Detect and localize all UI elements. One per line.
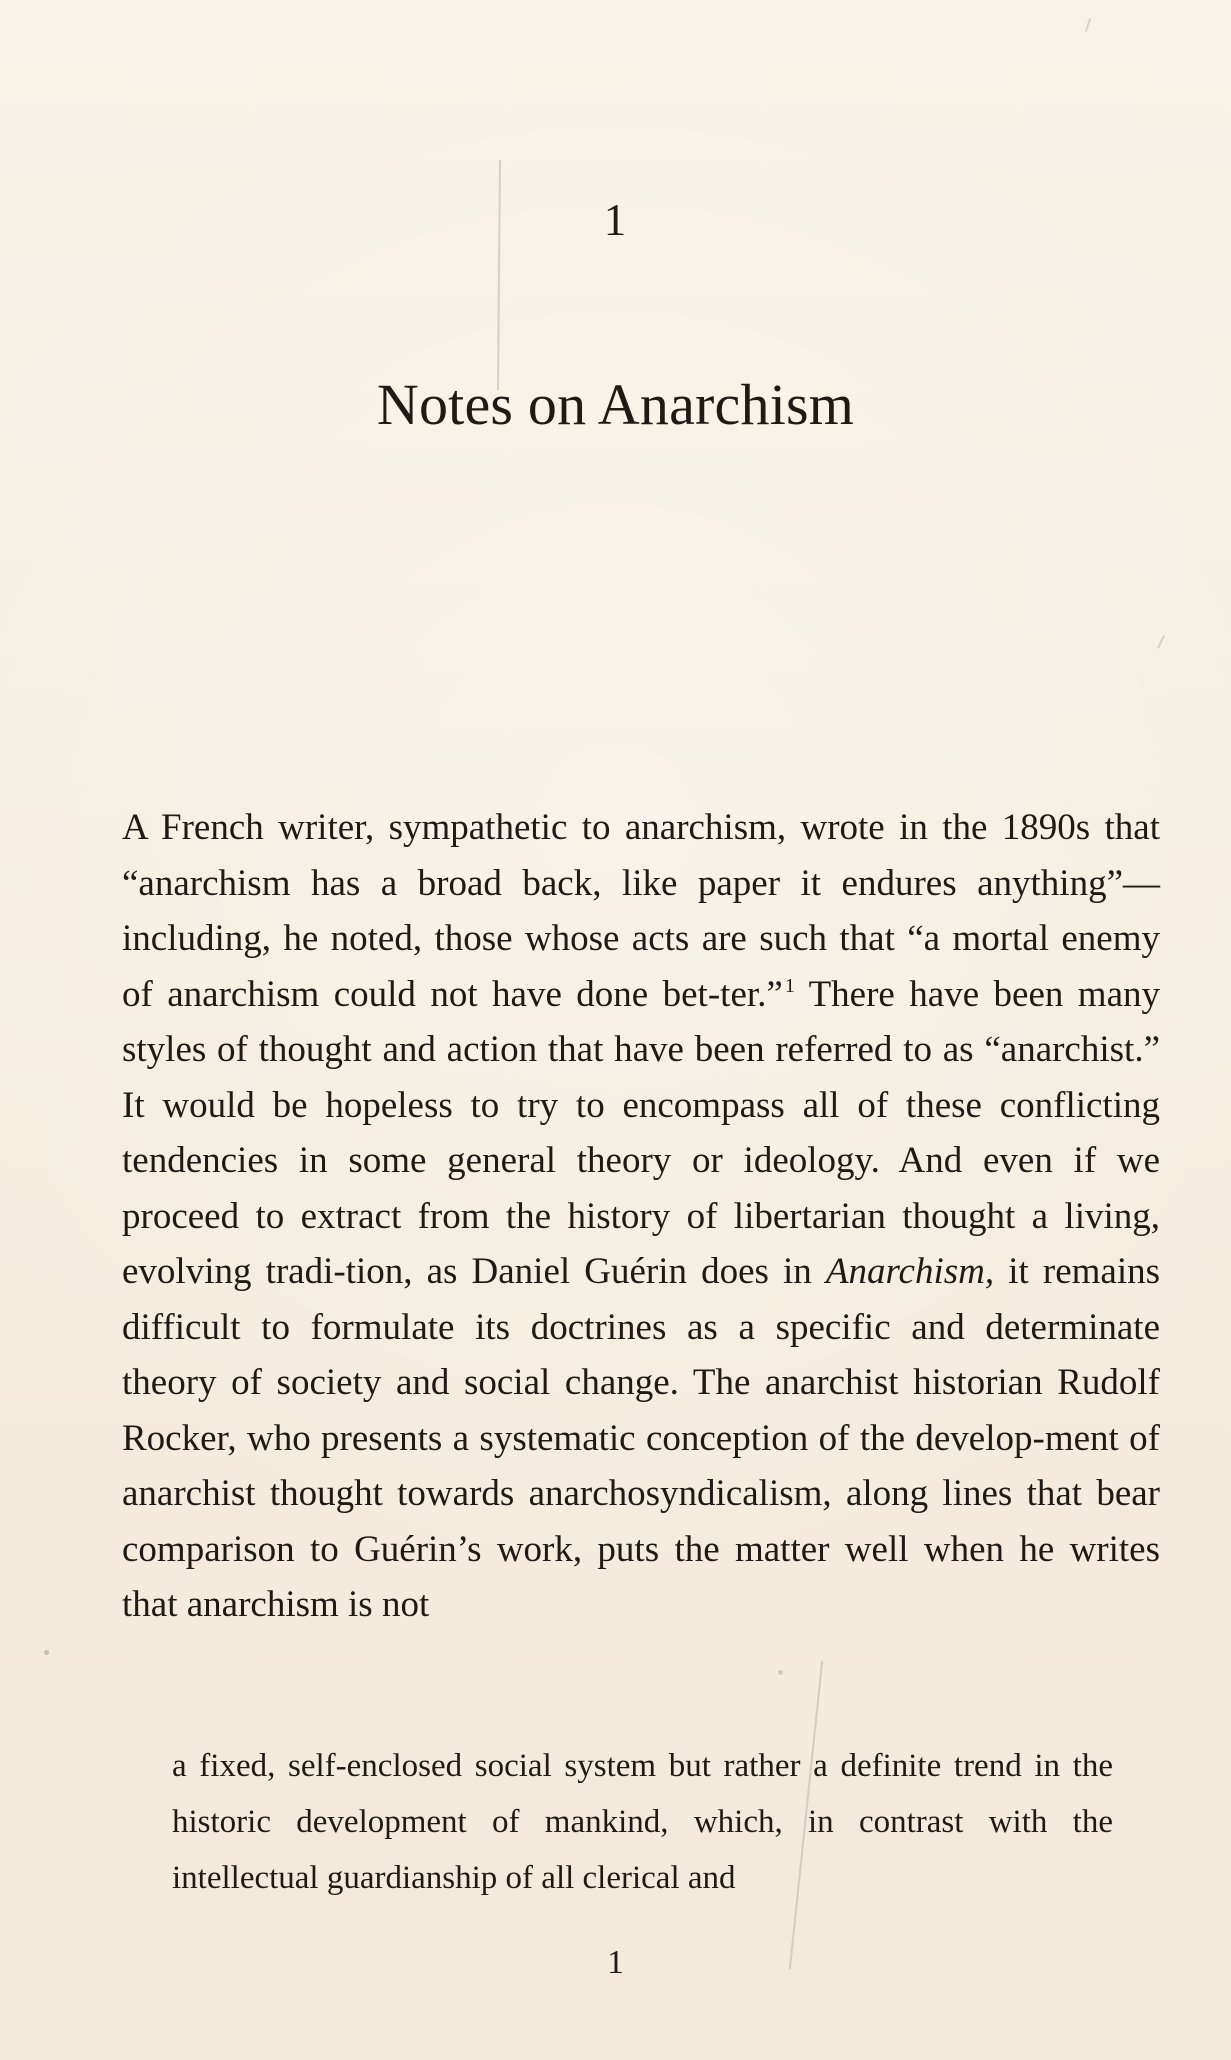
block-quote: a fixed, self-enclosed social system but rather a definite trend in the historic development of mankind, which, in contrast with the intellectual guardianship of all clerical and (172, 1748, 1113, 1896)
chapter-title: Notes on Anarchism (376, 371, 855, 437)
paragraph-part: A French writer, sympathetic to anarchism, wrote in the 1890s that “anarchism has a broad back, like paper it endures anything”—including, he noted, those whose acts are such that “a mortal enemy of anarchism could not have done bet-ter.” (122, 807, 1160, 1015)
scan-mark (1157, 635, 1165, 649)
body-paragraph (122, 800, 1160, 1633)
paragraph-part: it remains difficult to formulate its doctrines as a specific and determinate theory of society and social change. The anarchist historian Rudolf Rocker, who presents a systematic conception of the develop-ment of anarchist thought towards anarchosyndicalism, along lines that bear comparison to Guérin’s work, puts the matter well when he writes that anarchism is not (122, 1251, 1160, 1625)
footnote-marker: 1 (784, 975, 795, 998)
paragraph-part: There have been many styles of thought and action that have been referred to as “anarchist.” It would be hopeless to try to encompass all of these conflicting tendencies in some general theory or ideology. And even if we proceed to extract from the history of libertarian thought a living, evolving tradi-tion, as Daniel Guérin does in (122, 973, 1160, 1292)
chapter-number: 1 (603, 195, 628, 245)
scan-mark (497, 160, 501, 390)
scan-dot (778, 1670, 783, 1675)
page-number: 1 (607, 1944, 624, 1981)
book-title: Anarchism, (825, 1251, 995, 1292)
scan-mark (1085, 18, 1091, 32)
scan-dot (44, 1650, 49, 1655)
